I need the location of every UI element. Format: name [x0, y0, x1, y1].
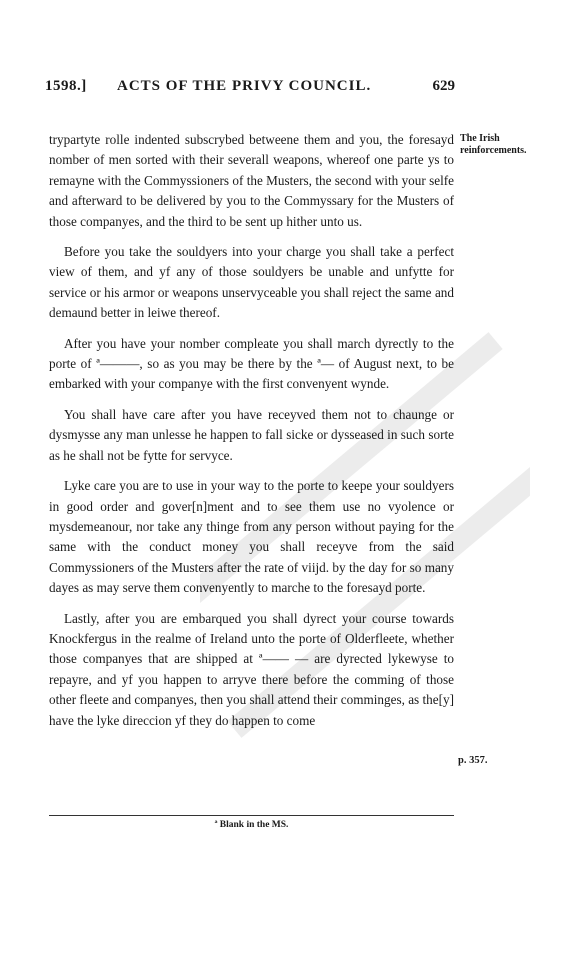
margin-page-reference: p. 357. [458, 755, 488, 766]
paragraph-3: After you have your nomber compleate you shall march dyrectly to the porte of ª———, so as you may be there by the ª— of August next, to be embarked with your companye with the first convenyent wynde. [49, 335, 454, 392]
paragraph-2: Before you take the souldyers into your charge you shall take a perfect view of them, and yf any of those souldyers be unable and unfytte for service or his armor or weapons unservyceable you shall reject the same and demaund better in leiwe thereof. [49, 244, 454, 321]
header-title: ACTS OF THE PRIVY COUNCIL. [117, 78, 372, 94]
footnote-divider [49, 815, 454, 816]
paragraph-1: trypartyte rolle indented subscrybed betweene them and you, the foresayd nomber of men sorted with their severall weapons, whereof one parte ys to remayne with the Commyssioners of the Musters, the second with your selfe and afterward to be delivered by you to the Commyssary for the Musters of those companyes, and the third to be sent up hither unto us. [49, 132, 454, 229]
header-page-number: 629 [432, 78, 455, 94]
footnote: ª Blank in the MS. [214, 820, 289, 830]
running-header [45, 78, 455, 100]
margin-note-irish-reinforcements: The Irish reinforcements. [460, 133, 527, 156]
paragraph-6: Lastly, after you are embarqued you shall dyrect your course towards Knockfergus in the realme of Ireland unto the porte of Olderfleete, whether those companyes that are shipped at ª—— — are dyrected lykewyse to repayre, and yf you happen to arryve there before the comming of those other fleete and companyes, then you shall attend their comminges, as the[y] have the lyke direccion yf they do happen to come [49, 610, 454, 728]
paragraph-5: Lyke care you are to use in your way to the porte to keepe your souldyers in good order and gover[n]ment and to see them use no vyolence or mysdemeanour, nor take any thinge from any person without paying for the same with the conduct money you shall receyve from the said Commyssioners of the Musters after the rate of viijd. by the day for so many dayes as may serve them convenyently to marche to the foresayd porte. [49, 478, 454, 596]
paragraph-4: You shall have care after you have receyved them not to chaunge or dysmysse any man unlesse he happen to fall sicke or dysseased in such sorte as he shall not be fytte for servyce. [49, 406, 454, 463]
main-text [49, 130, 454, 741]
header-year: 1598.] [45, 78, 87, 94]
